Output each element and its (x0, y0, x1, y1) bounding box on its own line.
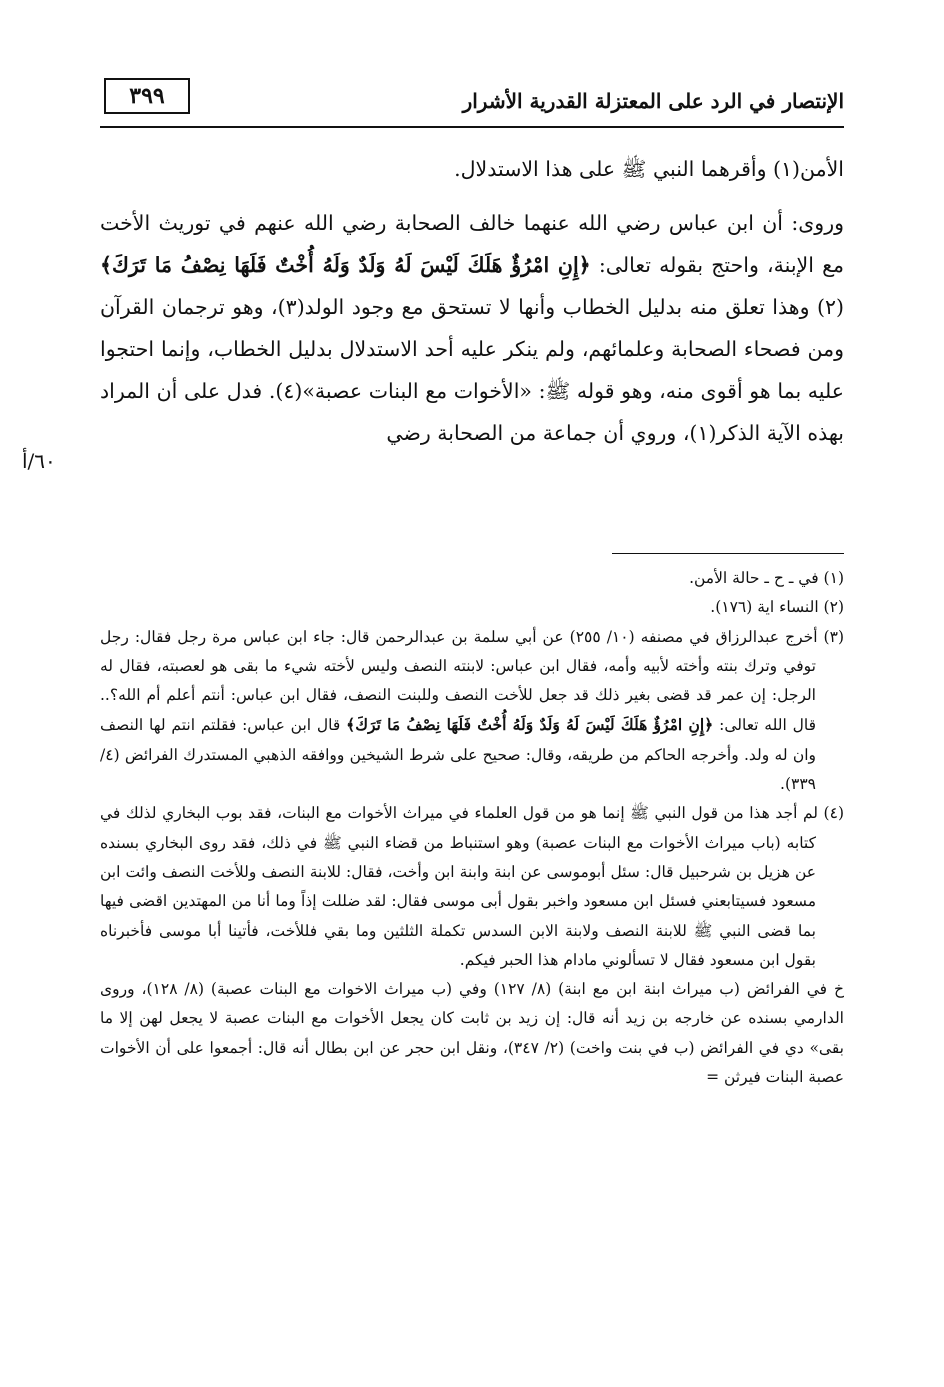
running-header-title: الإنتصار في الرد على المعتزلة القدرية الأشرار (462, 89, 844, 113)
page-number: ٣٩٩ (104, 78, 190, 114)
footnote-2: (٢) النساء اية (١٧٦). (710, 598, 844, 617)
main-text (100, 148, 844, 454)
footnote-1: (١) في ـ ح ـ حالة الأمن. (689, 569, 844, 587)
paragraph-2-rest: (٢) وهذا تعلق منه بدليل الخطاب وأنها لا تستحق مع وجود الولد(٣)، وهو ترجمان القرآن ومن فصحاء الصحابة وعلمائهم، ولم ينكر عليه أحد الاستدلال بدليل الخطاب، وإنما احتجوا عليه بما هو أقوى منه، وهو قوله ﷺ: «الأخوات مع البنات عصبة»(٤). فدل على أن المراد بهذه الآية الذكر(١)، وروي أن جماعة من الصحابة رضي (100, 295, 844, 445)
footnote-separator (612, 553, 844, 554)
footnote-3-text: (٣) أخرج عبدالرزاق في مصنفه (١٠/ ٢٥٥) عن أبي سلمة بن عبدالرحمن قال: جاء ابن عباس مرة رجل فقال: رجل توفي وترك بنته وأخته لأبيه وأمه، فقال ابن عباس: لابنته النصف وليس لأخته شيء ما بقى هو لعصبته، فقال له الرجل: إن عمر قد قضى بغير ذلك قد جعل للأخت النصف وللبنت النصف، فقال ابن عباس: أنتم أعلم أم الله؟.. قال الله تعالى: (100, 627, 844, 735)
footnote-3-continuation: قال ابن عباس: فقلتم انتم لها النصف وان له ولد. وأخرجه الحاكم من طريقه، وقال: صحيح على شرط الشيخين ووافقه الذهبي المستدرك الفرائض (٤/ ٣٣٩). (100, 716, 816, 794)
header-rule (100, 126, 844, 128)
footnote-continuation: خ في الفرائض (ب ميراث ابنة ابن مع ابنة) (٨/ ١٢٧) وفي (ب ميراث الاخوات مع البنات عصبة) (٨/ ١٢٨)، وروى الدارمي بسنده عن خارجه بن زيد أنه قال: إن زيد بن ثابت كان يجعل الأخوات مع البنات عصبة لا يجعل لهن إلا ما بقى» دي في الفرائض (ب في بنت واخت) (٢/ ٣٤٧)، ونقل ابن حجر عن ابن بطال أنه قال: أجمعوا على أن الأخوات عصبة البنات فيرثن = (100, 980, 844, 1087)
paragraph-2 (100, 202, 844, 454)
quran-verse: ﴿إِنِ امْرُؤٌ هَلَكَ لَيْسَ لَهُ وَلَدٌ وَلَهُ أُخْتٌ فَلَهَا نِصْفُ مَا تَرَكَ﴾ (100, 253, 591, 277)
footnote-3 (100, 623, 844, 800)
footnote-3-quran-verse: ﴿إِنِ امْرُؤٌ هَلَكَ لَيْسَ لَهُ وَلَدٌ وَلَهُ أُخْتٌ فَلَهَا نِصْفُ مَا تَرَكَ﴾ (346, 715, 714, 735)
footnote-4: (٤) لم أجد هذا من قول النبي ﷺ إنما هو من قول العلماء في ميراث الأخوات مع البنات، فقد بوب البخاري لذلك في كتابه (باب ميراث الأخوات مع البنات عصبة) وهو استنباط من قضاء النبي ﷺ في ذلك، فقد روى البخاري بسنده عن هزيل بن شرحبيل قال: سئل أبوموسى عن ابنة وابنة ابن وأخت، فقال: للابنة النصف وللأخت النصف وائت ابن مسعود فسيتابعني فسئل ابن مسعود واخبر بقول أبى موسى فقال: لقد ضللت إذاً وما أنا من المهتدين اقضى فيها بما قضى النبي ﷺ للابنة النصف ولابنة الابن السدس تكملة الثلثين وما بقي فللأخت، فأتينا أبا موسى فأخبرناه بقول ابن مسعود فقال لا تسألوني مادام هذا الحبر فيكم. (100, 804, 844, 969)
paragraph-2-intro: وروى: أن ابن عباس رضي الله عنهما خالف الصحابة رضي الله عنهم في توريث الأخت مع الإبنة، واحتج بقوله تعالى: (100, 211, 844, 277)
paragraph-1: الأمن(١) وأقرهما النبي ﷺ على هذا الاستدلال. (454, 157, 844, 181)
manuscript-folio-note: ٦٠/أ (22, 449, 56, 473)
footnotes (100, 564, 844, 1092)
